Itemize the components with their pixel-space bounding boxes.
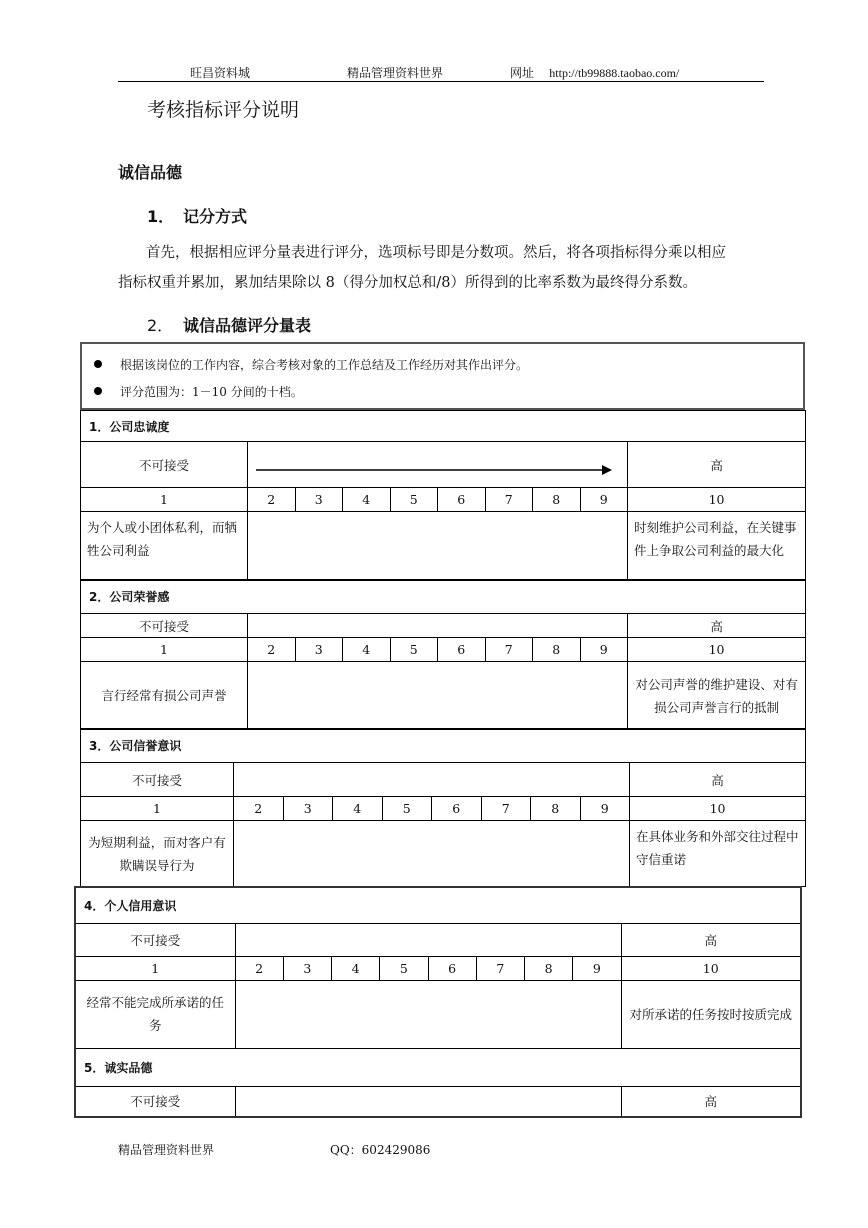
right-arrow-icon <box>248 442 628 487</box>
score-2: 2 <box>248 488 296 512</box>
criterion-title: 4．个人信用意识 <box>75 887 801 923</box>
score-10: 10 <box>621 956 801 980</box>
score-8: 8 <box>525 956 573 980</box>
subheading-number: 2． <box>147 316 174 335</box>
scale-high-label: 高 <box>628 614 806 638</box>
subheading-text: 诚信品德评分量表 <box>183 316 312 335</box>
score-5: 5 <box>390 638 438 662</box>
score-8: 8 <box>533 488 581 512</box>
header-site-label: 网址 <box>510 66 535 80</box>
paragraph-line-2: 指标权重并累加，累加结果除以 8（得分加权总和/8）所得到的比率系数为最终得分系数。 <box>118 275 697 291</box>
high-description: 在具体业务和外部交往过程中守信重诺 <box>630 821 806 887</box>
header-site <box>510 64 679 81</box>
low-description: 言行经常有损公司声誉 <box>81 662 248 730</box>
rating-table-1 <box>80 410 806 581</box>
high-description: 时刻维护公司利益，在关键事件上争取公司利益的最大化 <box>628 512 806 581</box>
scale-high-label: 高 <box>621 923 801 956</box>
middle-blank <box>248 614 628 638</box>
doc-title: 考核指标评分说明 <box>147 99 300 121</box>
criterion-title: 5．诚实品德 <box>75 1048 801 1086</box>
score-4: 4 <box>333 797 383 821</box>
criterion-title: 2．公司荣誉感 <box>81 580 806 614</box>
score-6: 6 <box>432 797 482 821</box>
scale-low-label: 不可接受 <box>75 923 235 956</box>
subheading-rating-scale <box>147 313 311 336</box>
bullet-icon <box>94 387 102 395</box>
criterion-title: 1．公司忠诚度 <box>81 411 806 442</box>
footer-left: 精品管理资料世界 <box>118 1143 215 1157</box>
footer-qq: QQ：602429086 <box>330 1143 431 1157</box>
middle-blank <box>234 763 630 797</box>
score-8: 8 <box>533 638 581 662</box>
score-8: 8 <box>531 797 581 821</box>
score-2: 2 <box>234 797 284 821</box>
high-description: 对公司声誉的维护建设、对有损公司声誉言行的抵制 <box>628 662 806 730</box>
score-1: 1 <box>81 797 234 821</box>
scale-low-label: 不可接受 <box>81 442 248 488</box>
scale-high-label: 高 <box>630 763 806 797</box>
scale-arrow <box>248 442 628 488</box>
score-9: 9 <box>573 956 621 980</box>
score-5: 5 <box>380 956 428 980</box>
scale-low-label: 不可接受 <box>81 763 234 797</box>
header-center: 精品管理资料世界 <box>347 66 444 80</box>
score-3: 3 <box>283 797 333 821</box>
score-7: 7 <box>481 797 531 821</box>
intro-text: 根据该岗位的工作内容，综合考核对象的工作总结及工作经历对其作出评分。 <box>120 358 529 372</box>
score-2: 2 <box>235 956 283 980</box>
scale-high-label: 高 <box>628 442 806 488</box>
score-1: 1 <box>81 488 248 512</box>
score-10: 10 <box>628 488 806 512</box>
high-description: 对所承诺的任务按时按质完成 <box>621 980 801 1048</box>
score-9: 9 <box>580 797 630 821</box>
intro-item <box>94 356 528 373</box>
score-7: 7 <box>485 638 533 662</box>
score-10: 10 <box>628 638 806 662</box>
score-3: 3 <box>295 638 343 662</box>
middle-blank <box>248 662 628 730</box>
rating-table-3 <box>80 728 806 887</box>
score-2: 2 <box>248 638 296 662</box>
criterion-title: 3．公司信誉意识 <box>81 729 806 763</box>
scale-low-label: 不可接受 <box>81 614 248 638</box>
score-1: 1 <box>81 638 248 662</box>
subheading-text: 记分方式 <box>183 207 248 226</box>
score-10: 10 <box>630 797 806 821</box>
middle-blank <box>248 512 628 581</box>
score-3: 3 <box>283 956 331 980</box>
rating-table-4 <box>74 886 802 1118</box>
scale-low-label: 不可接受 <box>75 1086 235 1117</box>
intro-text: 评分范围为：1－10 分间的十档。 <box>120 385 303 399</box>
scale-high-label: 高 <box>621 1086 801 1117</box>
paragraph-line-1: 首先，根据相应评分量表进行评分，选项标号即是分数项。然后，将各项指标得分乘以相应 <box>146 245 726 261</box>
score-4: 4 <box>343 488 391 512</box>
score-6: 6 <box>428 956 476 980</box>
score-9: 9 <box>580 638 628 662</box>
middle-blank <box>235 923 621 956</box>
score-5: 5 <box>390 488 438 512</box>
score-5: 5 <box>382 797 432 821</box>
subheading-scoring-method <box>147 204 247 227</box>
header-site-url[interactable]: http://tb99888.taobao.com/ <box>549 66 680 80</box>
header-divider <box>118 81 764 82</box>
score-1: 1 <box>75 956 235 980</box>
intro-box <box>80 342 805 410</box>
low-description: 为短期利益，而对客户有欺瞒误导行为 <box>81 821 234 887</box>
score-6: 6 <box>438 488 486 512</box>
section-title: 诚信品德 <box>118 163 183 182</box>
low-description: 为个人或小团体私利，而牺牲公司利益 <box>81 512 248 581</box>
scoring-paragraph <box>118 238 768 298</box>
score-6: 6 <box>438 638 486 662</box>
header-left: 旺昌资料城 <box>190 66 251 80</box>
score-9: 9 <box>580 488 628 512</box>
middle-blank <box>235 980 621 1048</box>
middle-blank <box>235 1086 621 1117</box>
rating-table-2 <box>80 579 806 730</box>
subheading-number: 1． <box>147 207 175 226</box>
intro-item <box>94 383 303 400</box>
score-3: 3 <box>295 488 343 512</box>
middle-blank <box>234 821 630 887</box>
score-7: 7 <box>476 956 524 980</box>
low-description: 经常不能完成所承诺的任务 <box>75 980 235 1048</box>
score-4: 4 <box>332 956 380 980</box>
score-4: 4 <box>343 638 391 662</box>
score-7: 7 <box>485 488 533 512</box>
bullet-icon <box>94 360 102 368</box>
